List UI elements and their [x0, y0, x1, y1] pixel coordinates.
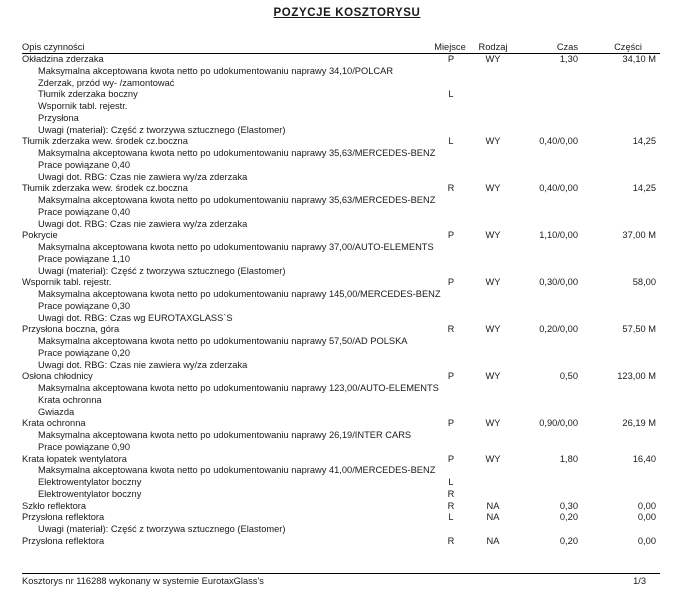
item-place: P — [447, 453, 455, 464]
item-time: 0,20 — [559, 535, 578, 546]
table-row — [0, 371, 694, 383]
estimate-items-table — [0, 54, 694, 548]
table-subrow — [0, 207, 694, 219]
table-subrow — [0, 195, 694, 207]
item-parts: 58,00 — [632, 277, 656, 288]
item-type: WY — [485, 324, 501, 335]
item-parts: 123,00 M — [617, 371, 656, 382]
item-description: Uwagi (materiał): Część z tworzywa sztucznego (Elastomer) — [38, 524, 286, 534]
item-time: 0,40/0,00 — [539, 136, 578, 147]
item-description: Zderzak, przód wy- /zamontować — [38, 77, 175, 88]
item-description: Uwagi dot. RBG: Czas nie zawiera wy/za zderzaka — [38, 171, 248, 182]
item-description: Elektrowentylator boczny — [38, 488, 142, 499]
item-time: 0,90/0,00 — [539, 418, 578, 429]
item-place: R — [447, 183, 455, 194]
item-type: WY — [485, 418, 501, 429]
column-header-description: Opis czynności — [22, 42, 85, 52]
page-number: 1/3 — [633, 576, 646, 586]
item-description: Prace powiązane 0,40 — [38, 206, 130, 217]
item-place: L — [448, 136, 454, 147]
item-place: P — [447, 54, 455, 64]
table-row — [0, 501, 694, 513]
table-subrow — [0, 336, 694, 348]
item-description: Maksymalna akceptowana kwota netto po udokumentowaniu naprawy 34,10/POLCAR — [38, 65, 394, 76]
item-description: Krata ochronna — [38, 394, 102, 405]
table-subrow — [0, 524, 694, 536]
item-time: 0,30/0,00 — [539, 277, 578, 288]
item-type: WY — [485, 371, 501, 382]
column-header-parts: Części — [614, 42, 642, 52]
item-time: 0,20/0,00 — [539, 324, 578, 335]
column-header-time: Czas — [556, 42, 578, 52]
table-subrow — [0, 89, 694, 101]
item-description: Uwagi (materiał): Część z tworzywa sztucznego (Elastomer) — [38, 124, 286, 135]
table-header — [0, 42, 694, 53]
item-parts: 0,00 — [637, 512, 656, 523]
item-description: Prace powiązane 0,40 — [38, 159, 130, 170]
table-row — [0, 512, 694, 524]
item-place: R — [447, 324, 455, 335]
item-place: R — [447, 500, 455, 511]
table-subrow — [0, 242, 694, 254]
table-subrow — [0, 442, 694, 454]
item-time: 1,10/0,00 — [539, 230, 578, 241]
table-row — [0, 454, 694, 466]
item-parts: 37,00 M — [622, 230, 656, 241]
table-subrow — [0, 407, 694, 419]
item-description: Gwiazda — [38, 406, 75, 417]
item-description: Prace powiązane 0,30 — [38, 300, 130, 311]
item-place: L — [448, 512, 454, 523]
item-time: 0,20 — [559, 512, 578, 523]
table-subrow — [0, 160, 694, 172]
item-parts: 0,00 — [637, 500, 656, 511]
item-description: Maksymalna akceptowana kwota netto po udokumentowaniu naprawy 35,63/MERCEDES-BENZ — [38, 148, 436, 158]
table-subrow — [0, 78, 694, 90]
table-subrow — [0, 465, 694, 477]
item-description: Prace powiązane 0,20 — [38, 347, 130, 358]
table-row — [0, 324, 694, 336]
item-description: Uwagi dot. RBG: Czas nie zawiera wy/za zderzaka — [38, 218, 248, 229]
column-header-place: Miejsce — [434, 42, 466, 52]
item-time: 1,30 — [559, 54, 578, 64]
item-description: Maksymalna akceptowana kwota netto po udokumentowaniu naprawy 37,00/AUTO-ELEMENTS — [38, 242, 434, 252]
table-subrow — [0, 148, 694, 160]
item-description: Uwagi dot. RBG: Czas wg EUROTAXGLASS`S — [38, 312, 233, 323]
item-description: Przysłona boczna, góra — [22, 324, 120, 335]
item-description: Maksymalna akceptowana kwota netto po udokumentowaniu naprawy 145,00/MERCEDES-BENZ — [38, 289, 441, 299]
item-description: Prace powiązane 1,10 — [38, 253, 130, 264]
item-description: Prace powiązane 0,90 — [38, 441, 130, 452]
item-type: NA — [486, 535, 500, 546]
table-row — [0, 54, 694, 66]
footer — [0, 576, 694, 588]
table-subrow — [0, 254, 694, 266]
table-subrow — [0, 348, 694, 360]
table-subrow — [0, 489, 694, 501]
item-description: Tłumik zderzaka wew. środek cz.boczna — [22, 183, 188, 194]
table-subrow — [0, 289, 694, 301]
item-time: 0,40/0,00 — [539, 183, 578, 194]
item-place: P — [447, 230, 455, 241]
table-subrow — [0, 301, 694, 313]
item-description: Szkło reflektora — [22, 500, 87, 511]
item-place: P — [447, 371, 455, 382]
table-row — [0, 418, 694, 430]
table-subrow — [0, 477, 694, 489]
item-description: Uwagi (materiał): Część z tworzywa sztucznego (Elastomer) — [38, 265, 286, 276]
item-description: Krata ochronna — [22, 418, 86, 429]
item-description: Osłona chłodnicy — [22, 371, 93, 382]
item-type: WY — [485, 230, 501, 241]
item-description: Uwagi dot. RBG: Czas nie zawiera wy/za zderzaka — [38, 359, 248, 370]
table-subrow — [0, 430, 694, 442]
item-place: L — [448, 477, 454, 487]
item-description: Wspornik tabl. rejestr. — [22, 277, 112, 288]
item-type: WY — [485, 54, 501, 64]
item-description: Maksymalna akceptowana kwota netto po udokumentowaniu naprawy 123,00/AUTO-ELEMENTS — [38, 383, 439, 393]
item-type: WY — [485, 277, 501, 288]
table-subrow — [0, 395, 694, 407]
item-type: NA — [486, 512, 500, 523]
page-title: POZYCJE KOSZTORYSU — [273, 7, 421, 19]
column-header-type: Rodzaj — [478, 42, 508, 52]
item-time: 0,50 — [559, 371, 578, 382]
table-row — [0, 183, 694, 195]
item-place: P — [447, 277, 455, 288]
item-type: WY — [485, 136, 501, 147]
item-parts: 14,25 — [632, 183, 656, 194]
footer-estimate-info: Kosztorys nr 116288 wykonany w systemie EurotaxGlass's — [22, 576, 264, 586]
item-time: 0,30 — [559, 500, 578, 511]
item-description: Maksymalna akceptowana kwota netto po udokumentowaniu naprawy 57,50/AD POLSKA — [38, 336, 408, 346]
item-parts: 34,10 M — [622, 54, 656, 64]
item-time: 1,80 — [559, 453, 578, 464]
table-subrow — [0, 125, 694, 137]
item-place: L — [448, 89, 454, 100]
item-description: Krata łopatek wentylatora — [22, 453, 127, 464]
item-parts: 57,50 M — [622, 324, 656, 335]
item-description: Maksymalna akceptowana kwota netto po udokumentowaniu naprawy 41,00/MERCEDES-BENZ — [38, 465, 436, 476]
table-row — [0, 136, 694, 148]
item-description: Tłumik zderzaka boczny — [38, 89, 138, 100]
item-description: Przysłona — [38, 112, 79, 123]
table-subrow — [0, 101, 694, 113]
table-subrow — [0, 113, 694, 125]
item-description: Pokrycie — [22, 230, 58, 241]
table-subrow — [0, 172, 694, 184]
item-parts: 16,40 — [632, 453, 656, 464]
table-row — [0, 536, 694, 548]
table-subrow — [0, 266, 694, 278]
item-description: Przysłona reflektora — [22, 535, 105, 546]
item-description: Maksymalna akceptowana kwota netto po udokumentowaniu naprawy 26,19/INTER CARS — [38, 430, 412, 440]
table-subrow — [0, 383, 694, 395]
table-subrow — [0, 66, 694, 78]
table-row — [0, 277, 694, 289]
item-type: WY — [485, 183, 501, 194]
item-description: Tłumik zderzaka wew. środek cz.boczna — [22, 136, 188, 147]
item-parts: 14,25 — [632, 136, 656, 147]
item-type: NA — [486, 500, 500, 511]
item-type: WY — [485, 453, 501, 464]
table-subrow — [0, 313, 694, 325]
table-subrow — [0, 219, 694, 231]
item-place: R — [447, 488, 455, 499]
footer-divider — [22, 573, 660, 574]
table-row — [0, 230, 694, 242]
item-description: Wspornik tabl. rejestr. — [38, 101, 128, 111]
item-parts: 0,00 — [637, 535, 656, 546]
item-parts: 26,19 M — [622, 418, 656, 429]
item-description: Elektrowentylator boczny — [38, 477, 142, 487]
item-place: P — [447, 418, 455, 429]
item-description: Przysłona reflektora — [22, 512, 105, 523]
table-subrow — [0, 360, 694, 372]
item-description: Okładzina zderzaka — [22, 54, 104, 64]
item-place: R — [447, 535, 455, 546]
item-description: Maksymalna akceptowana kwota netto po udokumentowaniu naprawy 35,63/MERCEDES-BENZ — [38, 195, 436, 205]
